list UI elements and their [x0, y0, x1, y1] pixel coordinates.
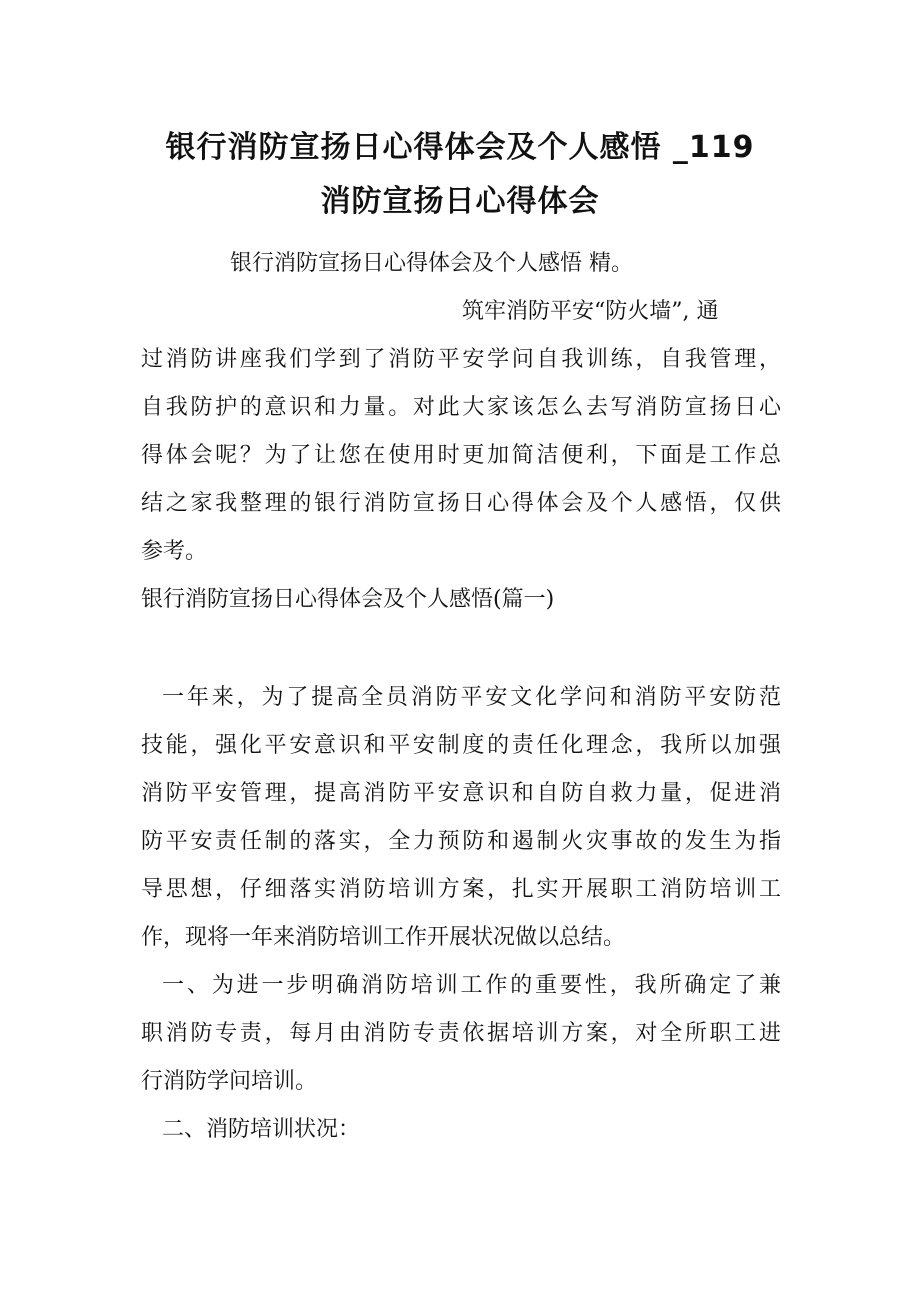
- paragraph-3: 二、消防培训状况：: [162, 1117, 361, 1142]
- intro-line-1: 筑牢消防平安“防火墙”, 通: [462, 299, 719, 324]
- paragraph-2-line-1: 一、为进一步明确消防培训工作的重要性，我所确定了兼: [162, 973, 781, 998]
- intro-line-2: 过消防讲座我们学到了消防平安学问自我训练，自我管理，: [141, 347, 781, 372]
- paragraph-1-line-6: 作，现将一年来消防培训工作开展状况做以总结。: [141, 925, 626, 950]
- paragraph-1-line-4: 防平安责任制的落实，全力预防和遏制火灾事故的发生为指: [141, 829, 781, 854]
- paragraph-1-line-1: 一年来，为了提高全员消防平安文化学问和消防平安防范: [162, 685, 781, 710]
- paragraph-1-line-2: 技能，强化平安意识和平安制度的责任化理念，我所以加强: [141, 733, 781, 758]
- paragraph-2-line-3: 行消防学问培训。: [141, 1069, 318, 1094]
- section-heading: 银行消防宣扬日心得体会及个人感悟(篇一): [141, 587, 555, 612]
- intro-line-6: 参考。: [141, 539, 208, 564]
- paragraph-1-line-3: 消防平安管理，提高消防平安意识和自防自救力量，促进消: [141, 781, 781, 806]
- intro-line-3: 自我防护的意识和力量。对此大家该怎么去写消防宣扬日心: [141, 395, 781, 420]
- intro-line-4: 得体会呢？为了让您在使用时更加简洁便利，下面是工作总: [141, 443, 781, 468]
- document-title-line-1: 银行消防宣扬日心得体会及个人感悟 _119: [165, 130, 755, 165]
- paragraph-2-line-2: 职消防专责，每月由消防专责依据培训方案，对全所职工进: [141, 1021, 781, 1046]
- document-title-line-2: 消防宣扬日心得体会: [320, 184, 600, 219]
- document-subtitle: 银行消防宣扬日心得体会及个人感悟 精。: [230, 251, 633, 276]
- paragraph-1-line-5: 导思想，仔细落实消防培训方案，扎实开展职工消防培训工: [141, 877, 781, 902]
- intro-line-5: 结之家我整理的银行消防宣扬日心得体会及个人感悟，仅供: [141, 491, 781, 516]
